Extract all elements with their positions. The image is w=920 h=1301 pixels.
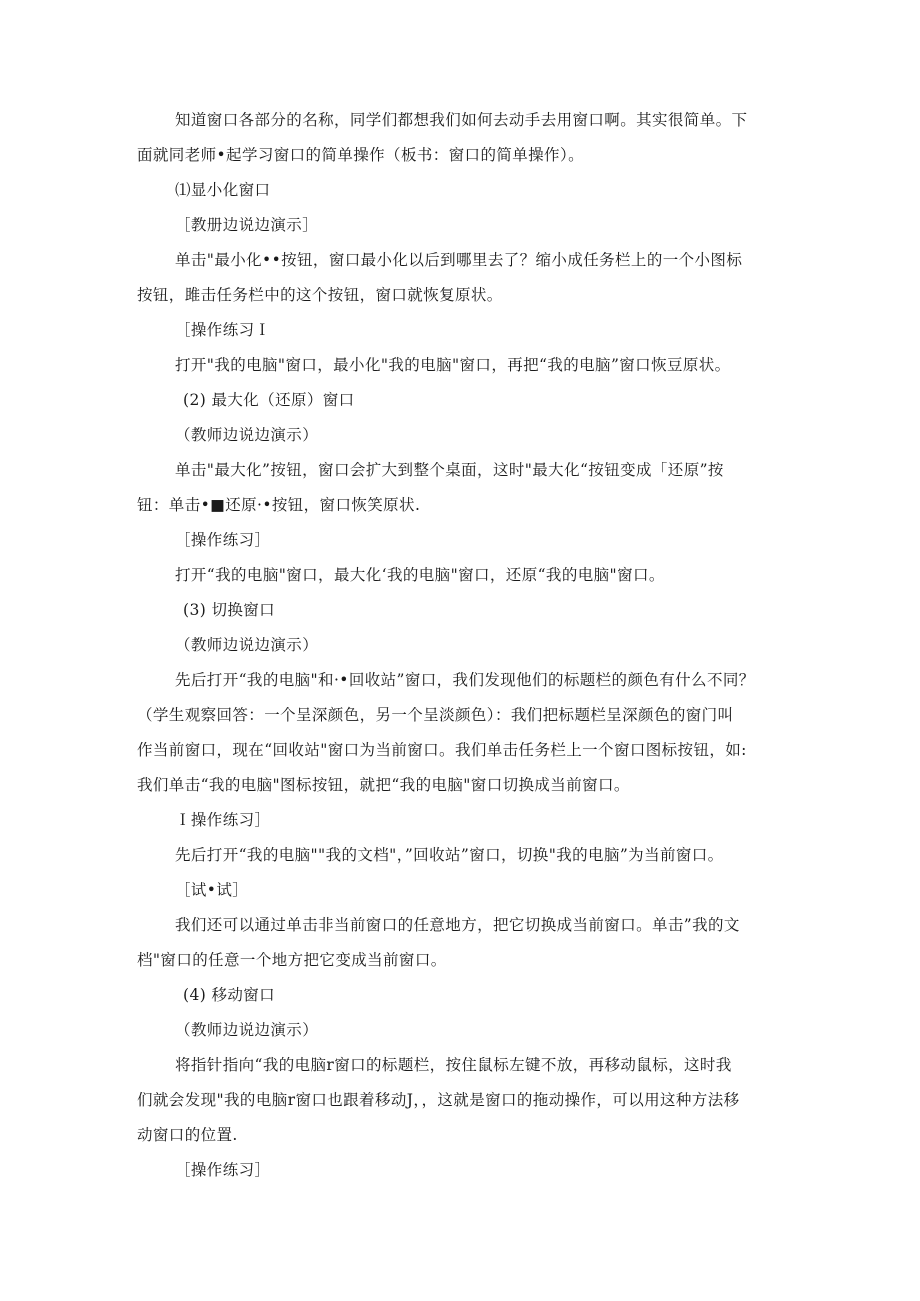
paragraph-line: 我们还可以通过单击非当前窗口的任意地方，把它切换成当前窗口。单击”我的文 [175, 916, 740, 934]
paragraph-line: 档"窗口的任意一个地方把它变成当前窗口。 [137, 951, 447, 969]
paragraph-line: 动窗口的位置. [137, 1126, 238, 1144]
bracket-note: （教师边说边演示） [175, 1021, 319, 1039]
paragraph-line: 们就会发现"我的电脑r窗口也跟着移动J，，这就是窗口的拖动操作，可以用这种方法移 [137, 1091, 740, 1109]
paragraph-line: 先后打开“我的电脑""我的文档"，”回收站”窗口，切换"我的电脑”为当前窗口。 [175, 846, 724, 864]
paragraph-line: 单击"最小化••按钮，窗口最小化以后到哪里去了？缩小成任务栏上的一个小图标 [175, 251, 743, 269]
bracket-note: ［操作练习］ [175, 1161, 271, 1179]
paragraph-line: 钮：单击•■还原·•按钮，窗口恢笑原状. [137, 496, 421, 514]
section-heading: (4) 移动窗口 [183, 986, 276, 1004]
paragraph-line: 作当前窗口，现在“回收站"窗口为当前窗口。我们单击任务栏上一个窗口图标按钮，如: [137, 741, 747, 759]
paragraph-line: 先后打开“我的电脑"和·•回收站”窗口，我们发现他们的标题栏的颜色有什么不同？ [175, 671, 755, 689]
bracket-note: ［操作练习Ｉ [175, 321, 271, 339]
paragraph-line: 将指针指向“我的电脑r窗口的标题栏，按住鼠标左键不放，再移动鼠标，这时我 [175, 1056, 732, 1074]
bracket-note: （教师边说边演示） [175, 636, 319, 654]
bracket-note: ［教册边说边演示］ [175, 216, 319, 234]
paragraph-line: 面就同老师•起学习窗口的简单操作（板书：窗口的简单操作）。 [137, 146, 584, 164]
paragraph-line: 我们单击“我的电脑"图标按钮，就把“我的电脑"窗口切换成当前窗口。 [137, 776, 630, 794]
paragraph-line: 知道窗口各部分的名称，同学们都想我们如何去动手去用窗口啊。其实很简单。下 [175, 111, 748, 129]
paragraph-line: 单击"最大化”按钮，窗口会扩大到整个桌面，这时"最大化“按钮变成「还原”按 [175, 461, 724, 479]
section-heading: (3) 切换窗口 [183, 601, 276, 619]
bracket-note: ［试•试］ [175, 881, 249, 899]
paragraph-line: 打开“我的电脑"窗口，最大化‘我的电脑"窗口，还原“我的电脑"窗口。 [175, 566, 665, 584]
paragraph-line: 打开"我的电脑"窗口，最小化"我的电脑"窗口，再把“我的电脑”窗口恢豆原状。 [175, 356, 731, 374]
paragraph-line: 按钮，雎击任务栏中的这个按钮，窗口就恢复原状。 [137, 286, 503, 304]
section-heading: (2) 最大化（还原）窗口 [183, 391, 355, 409]
section-heading: ⑴显小化窗口 [175, 181, 271, 199]
paragraph-line: （学生观察回答：一个呈深颜色，另一个呈淡颜色）：我们把标题栏呈深颜色的窗门叫 [137, 706, 734, 724]
bracket-note: ［操作练习］ [175, 531, 271, 549]
bracket-note: Ｉ操作练习］ [175, 811, 271, 829]
bracket-note: （教师边说边演示） [175, 426, 319, 444]
